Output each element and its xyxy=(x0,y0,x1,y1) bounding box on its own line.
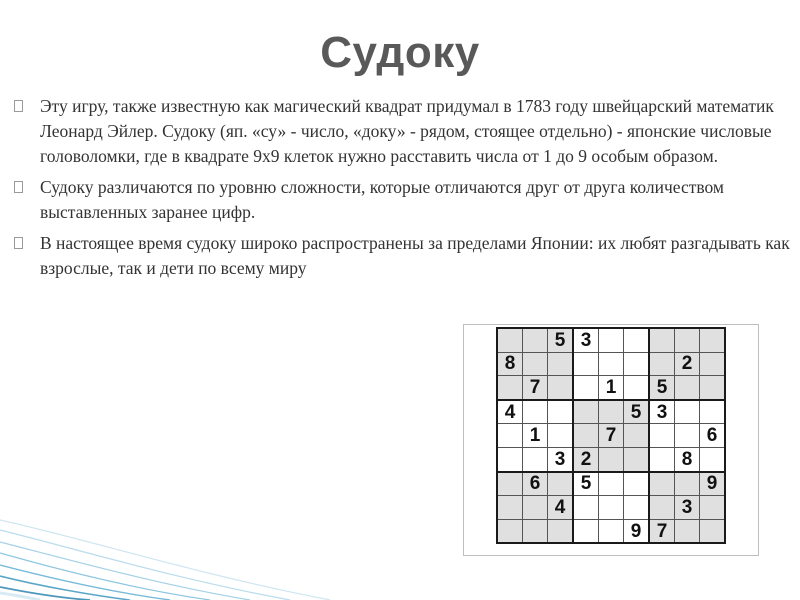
sudoku-cell: 3 xyxy=(649,400,675,424)
sudoku-cell xyxy=(497,376,523,400)
sudoku-cell xyxy=(548,400,574,424)
sudoku-cell xyxy=(497,472,523,496)
sudoku-cell xyxy=(548,376,574,400)
sudoku-cell xyxy=(523,496,548,520)
sudoku-row xyxy=(497,400,725,424)
sudoku-cell xyxy=(649,496,675,520)
sudoku-cell xyxy=(523,352,548,376)
sudoku-cell: 4 xyxy=(497,400,523,424)
sudoku-cell: 3 xyxy=(573,328,599,352)
sudoku-cell xyxy=(675,519,700,543)
slide-title: Судоку xyxy=(320,28,480,77)
bullet-item xyxy=(14,175,794,225)
sudoku-cell: 8 xyxy=(497,352,523,376)
sudoku-cell xyxy=(599,519,624,543)
sudoku-cell xyxy=(497,424,523,448)
sudoku-row xyxy=(497,328,725,352)
sudoku-cell xyxy=(624,447,650,471)
sudoku-row xyxy=(497,519,725,543)
square-bullet-icon xyxy=(14,181,23,193)
sudoku-row xyxy=(497,352,725,376)
bullet-item xyxy=(14,94,794,169)
bullet-list xyxy=(14,94,794,287)
sudoku-cell xyxy=(599,352,624,376)
sudoku-cell xyxy=(523,447,548,471)
sudoku-cell xyxy=(624,496,650,520)
sudoku-cell xyxy=(624,376,650,400)
sudoku-cell xyxy=(700,352,726,376)
sudoku-cell xyxy=(675,400,700,424)
sudoku-row xyxy=(497,424,725,448)
square-bullet-icon xyxy=(14,237,23,249)
sudoku-grid xyxy=(496,327,726,544)
square-bullet-icon xyxy=(14,100,23,112)
sudoku-cell xyxy=(649,472,675,496)
sudoku-cell: 5 xyxy=(649,376,675,400)
sudoku-cell xyxy=(523,519,548,543)
sudoku-cell xyxy=(497,519,523,543)
sudoku-row xyxy=(497,496,725,520)
sudoku-cell xyxy=(548,352,574,376)
sudoku-cell xyxy=(548,519,574,543)
sudoku-cell: 8 xyxy=(675,447,700,471)
bullet-text: В настоящее время судоку широко распространены за пределами Японии: их любят разгадывать как взрослые, так и дети по всему миру xyxy=(40,233,790,278)
sudoku-cell: 4 xyxy=(548,496,574,520)
sudoku-cell xyxy=(497,447,523,471)
sudoku-cell xyxy=(573,352,599,376)
sudoku-cell xyxy=(523,400,548,424)
sudoku-cell xyxy=(675,328,700,352)
sudoku-cell xyxy=(624,328,650,352)
sudoku-cell xyxy=(497,496,523,520)
bullet-item xyxy=(14,231,794,281)
sudoku-cell xyxy=(700,328,726,352)
sudoku-cell: 1 xyxy=(599,376,624,400)
sudoku-cell xyxy=(649,352,675,376)
sudoku-cell: 5 xyxy=(548,328,574,352)
sudoku-cell xyxy=(675,472,700,496)
sudoku-cell xyxy=(497,328,523,352)
sudoku-cell xyxy=(675,376,700,400)
sudoku-cell: 7 xyxy=(649,519,675,543)
bullet-text: Судоку различаются по уровню сложности, которые отличаются друг от друга количеством выставленных заранее цифр. xyxy=(40,177,725,222)
sudoku-cell: 9 xyxy=(624,519,650,543)
sudoku-cell xyxy=(599,472,624,496)
sudoku-cell xyxy=(675,424,700,448)
sudoku-cell xyxy=(573,424,599,448)
sudoku-cell xyxy=(700,447,726,471)
sudoku-cell xyxy=(700,376,726,400)
sudoku-cell: 7 xyxy=(523,376,548,400)
sudoku-cell: 1 xyxy=(523,424,548,448)
sudoku-cell xyxy=(573,376,599,400)
sudoku-cell: 2 xyxy=(675,352,700,376)
sudoku-row xyxy=(497,376,725,400)
sudoku-cell xyxy=(573,400,599,424)
sudoku-cell xyxy=(624,352,650,376)
sudoku-cell xyxy=(700,496,726,520)
sudoku-cell xyxy=(649,447,675,471)
sudoku-cell: 5 xyxy=(624,400,650,424)
sudoku-cell xyxy=(649,328,675,352)
sudoku-cell xyxy=(573,496,599,520)
sudoku-cell xyxy=(599,496,624,520)
sudoku-cell: 6 xyxy=(523,472,548,496)
sudoku-cell: 2 xyxy=(573,447,599,471)
sudoku-cell: 5 xyxy=(573,472,599,496)
sudoku-cell: 3 xyxy=(548,447,574,471)
sudoku-cell xyxy=(624,472,650,496)
sudoku-cell xyxy=(599,328,624,352)
sudoku-cell xyxy=(523,328,548,352)
sudoku-row xyxy=(497,472,725,496)
sudoku-cell xyxy=(624,424,650,448)
sudoku-cell: 9 xyxy=(700,472,726,496)
sudoku-cell xyxy=(700,519,726,543)
sudoku-cell xyxy=(700,400,726,424)
sudoku-cell xyxy=(573,519,599,543)
sudoku-cell xyxy=(649,424,675,448)
sudoku-cell xyxy=(599,447,624,471)
sudoku-cell xyxy=(599,400,624,424)
bullet-text: Эту игру, также известную как магический квадрат придумал в 1783 году швейцарский математик Леонард Эйлер. Судоку (яп. «су» - число, «доку» - рядом, стоящее отдельно) - японские числовые головоломки, где в квадрате 9х9 клеток нужно расставить числа от 1 до 9 особым образом. xyxy=(40,96,774,166)
sudoku-cell: 7 xyxy=(599,424,624,448)
sudoku-cell xyxy=(548,472,574,496)
sudoku-cell xyxy=(548,424,574,448)
sudoku-cell: 6 xyxy=(700,424,726,448)
sudoku-row xyxy=(497,447,725,471)
sudoku-cell: 3 xyxy=(675,496,700,520)
